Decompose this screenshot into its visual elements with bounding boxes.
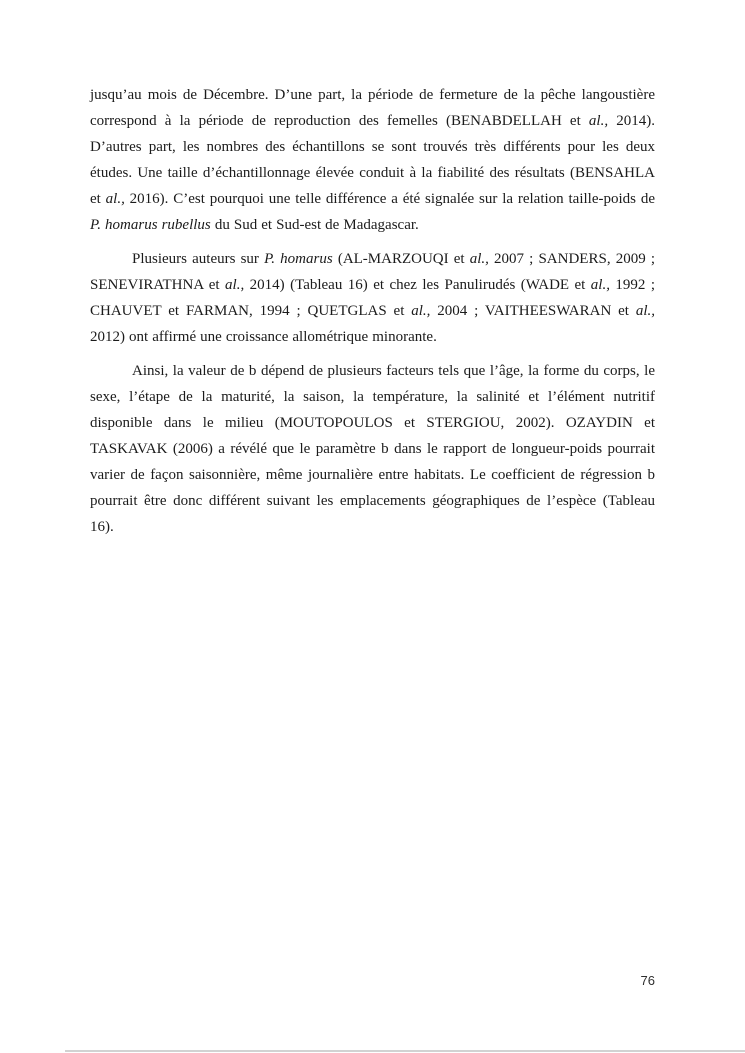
page-bottom-divider (65, 1050, 745, 1052)
paragraph (90, 246, 655, 350)
text-segment: jusqu’au mois de Décembre. D’une part, la période de fermeture de la pêche langoustière correspond à la période de reproduction des femelles (BENABDELLAH et (90, 87, 655, 129)
paragraph (90, 82, 655, 238)
text-segment: Ainsi, la valeur de b dépend de plusieurs facteurs tels que l’âge, la forme du corps, le sexe, l’étape de la maturité, la saison, la température, la salinité et l’élément nutritif disponible dans le milieu (MOUTOPOULOS et STERGIOU, 2002). OZAYDIN et TASKAVAK (2006) a révélé que le paramètre b dans le rapport de longueur-poids pourrait varier de façon saisonnière, même journalière entre habitats. Le coefficient de régression b pourrait être donc différent suivant les emplacements géographiques de l’espèce (Tableau 16). (90, 363, 655, 535)
text-segment: 2007 ; SANDERS, 2009 ; SENEVIRATHNA et (90, 251, 656, 293)
page-text-block (90, 82, 655, 548)
text-segment: Plusieurs auteurs sur (132, 251, 265, 267)
italic-text-segment: al., (469, 251, 489, 267)
italic-text-segment: al., (635, 303, 655, 319)
italic-text-segment: al., (105, 191, 125, 207)
italic-text-segment: al., (225, 277, 245, 293)
text-segment: 1992 ; CHAUVET et FARMAN, 1994 ; QUETGLAS et (90, 277, 655, 319)
text-segment: 2014) (Tableau 16) et chez les Panulirudés (WADE et (244, 277, 591, 293)
text-segment: (AL-MARZOUQI et (332, 251, 470, 267)
page-number: 76 (640, 973, 655, 988)
text-segment: du Sud et Sud-est de Madagascar. (210, 217, 419, 233)
text-segment: 2014). D’autres part, les nombres des échantillons se sont trouvés très différents pour les deux études. Une taille d’échantillonnage élevée conduit à la fiabilité des résultats (BENSAHLA et (90, 113, 655, 207)
italic-text-segment: al., (588, 113, 609, 129)
italic-text-segment: al., (411, 303, 431, 319)
italic-text-segment: P. homarus (264, 251, 333, 267)
italic-text-segment: P. homarus rubellus (90, 217, 211, 233)
text-segment: 2004 ; VAITHEESWARAN et (430, 303, 636, 319)
text-segment: 2012) ont affirmé une croissance allométrique minorante. (90, 329, 437, 345)
paragraph (90, 358, 655, 540)
text-segment: 2016). C’est pourquoi une telle différence a été signalée sur la relation taille-poids de (124, 191, 655, 207)
italic-text-segment: al., (590, 277, 610, 293)
